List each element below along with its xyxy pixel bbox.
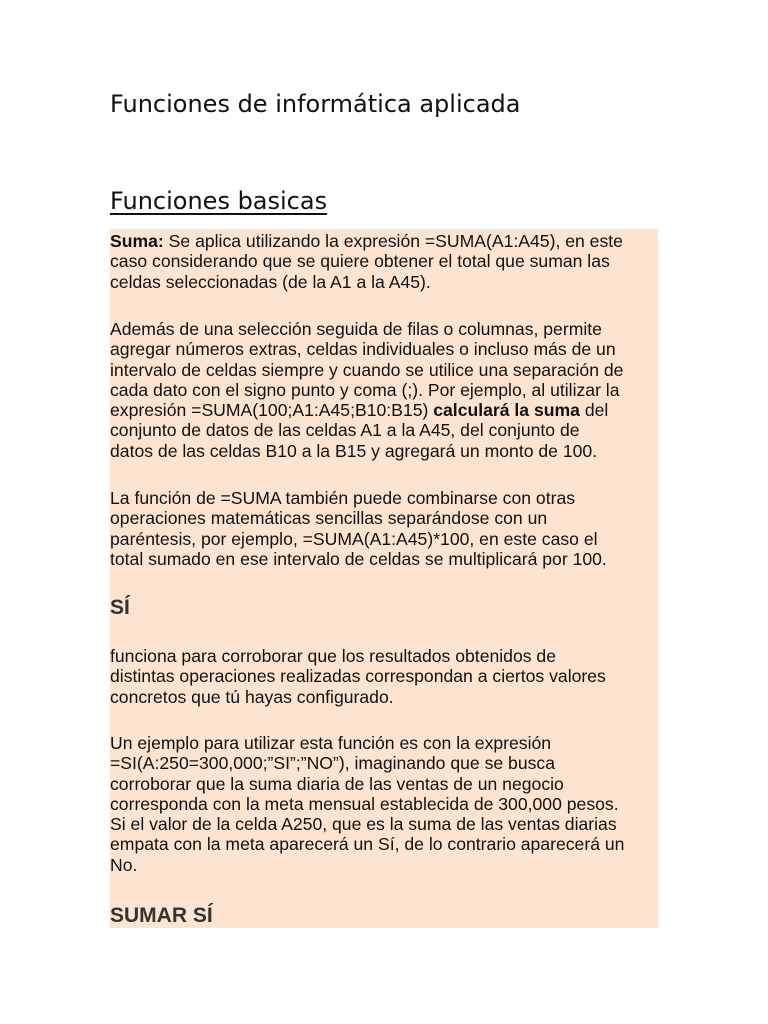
text-line: funciona para corroborar que los resultados obtenidos de	[110, 646, 556, 666]
text-line	[110, 400, 658, 420]
text-line: concretos que tú hayas configurado.	[110, 686, 394, 707]
text-line: celdas seleccionadas (de la A1 a la A45).	[110, 271, 431, 292]
paragraph-si-definition	[110, 646, 658, 707]
text-line: distintas operaciones realizadas correspondan a ciertos valores	[110, 666, 606, 687]
text-line: datos de las celdas B10 a la B15 y agregará un monto de 100.	[110, 440, 598, 461]
heading-sumar-si: SUMAR SÍ	[110, 904, 213, 927]
paragraph-si-example	[110, 733, 658, 875]
text-line: paréntesis, por ejemplo, =SUMA(A1:A45)*100, en este caso el	[110, 528, 598, 549]
text-line: agregar números extras, celdas individuales o incluso más de un	[110, 339, 616, 360]
text-run: Se aplica utilizando la expresión =SUMA(A1:A45), en este	[163, 231, 623, 251]
text-run: del	[579, 400, 609, 421]
text-line: caso considerando que se quiere obtener el total que suman las	[110, 251, 610, 272]
text-line	[110, 231, 658, 251]
text-line: La función de =SUMA también puede combinarse con otras	[110, 488, 576, 508]
text-line: conjunto de datos de las celdas A1 a la A45, del conjunto de	[110, 420, 580, 441]
text-line: Un ejemplo para utilizar esta función es con la expresión	[110, 733, 552, 753]
text-run: expresión =SUMA(100;A1:A45;B10:B15)	[110, 400, 434, 421]
paragraph-suma-multiple	[110, 319, 658, 461]
heading-si: SÍ	[110, 596, 130, 619]
bold-phrase: calculará la suma	[433, 400, 580, 421]
document-title: Funciones de informática aplicada	[110, 90, 521, 118]
text-line: operaciones matemáticas sencillas separándose con un	[110, 508, 548, 529]
text-line: Además de una selección seguida de filas o columnas, permite	[110, 319, 602, 339]
text-line: total sumado en ese intervalo de celdas se multiplicará por 100.	[110, 548, 607, 569]
text-line: No.	[110, 854, 138, 875]
text-line: empata con la meta aparecerá un Sí, de lo contrario aparecerá un	[110, 834, 625, 855]
paragraph-suma-combined	[110, 488, 658, 569]
text-line: intervalo de celdas siempre y cuando se utilice una separación de	[110, 359, 624, 380]
text-line: cada dato con el signo punto y coma (;). Por ejemplo, al utilizar la	[110, 379, 620, 400]
section-heading: Funciones basicas	[110, 187, 328, 215]
text-line: corroborar que la suma diaria de las ventas de un negocio	[110, 773, 564, 794]
suma-label: Suma:	[110, 231, 164, 251]
shaded-text-block	[110, 229, 658, 928]
paragraph-suma-definition	[110, 231, 658, 292]
text-line: Si el valor de la celda A250, que es la suma de las ventas diarias	[110, 814, 617, 835]
text-line: corresponda con la meta mensual establecida de 300,000 pesos.	[110, 793, 619, 814]
text-line: =SI(A:250=300,000;”SI”;”NO”), imaginando que se busca	[110, 753, 555, 774]
